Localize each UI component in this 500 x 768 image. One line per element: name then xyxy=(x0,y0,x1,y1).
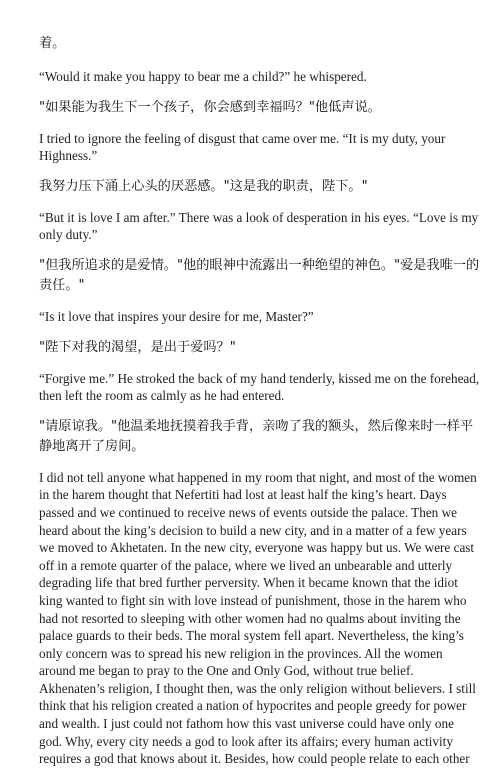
english-paragraph xyxy=(39,308,464,326)
text-line: 责任。" xyxy=(39,277,85,293)
english-paragraph xyxy=(39,370,480,405)
text-line: "但我所追求的是爱情。"他的眼神中流露出一种绝望的神色。"爱是我唯一的 xyxy=(39,257,480,273)
text-line: god. Why, every city needs a god to look after its affairs; every human activity xyxy=(39,733,453,749)
text-line: I tried to ignore the feeling of disgust that came over me. “It is my duty, your xyxy=(39,130,446,146)
chinese-paragraph xyxy=(39,256,480,296)
text-line: “Forgive me.” He stroked the back of my hand tenderly, kissed me on the forehead, xyxy=(39,370,480,386)
text-line: king wanted to fight sin with love instead of punishment, those in the harem who xyxy=(39,592,467,608)
text-line: Highness.” xyxy=(39,148,98,164)
text-line: Akhenaten’s religion, I thought then, was the only religion without believers. I still xyxy=(39,680,476,696)
text-line: 静地离开了房间。 xyxy=(39,438,145,454)
text-line: "陛下对我的渴望，是出于爱吗？" xyxy=(39,339,236,355)
text-line: "如果能为我生下一个孩子，你会感到幸福吗？"他低声说。 xyxy=(39,99,381,115)
text-line: palace guards to their beds. The moral system fell apart. Nevertheless, the king’s xyxy=(39,628,464,644)
english-paragraph xyxy=(39,209,479,244)
text-line: “But it is love I am after.” There was a look of desperation in his eyes. “Love is my xyxy=(39,209,479,225)
chinese-paragraph xyxy=(39,177,464,197)
text-line: only duty.” xyxy=(39,227,98,243)
english-paragraph xyxy=(39,469,477,768)
text-line: only concern was to spread his new religion in the provinces. All the women xyxy=(39,645,443,661)
english-paragraph xyxy=(39,68,464,86)
text-line: “Is it love that inspires your desire for me, Master?” xyxy=(39,308,314,324)
chinese-paragraph xyxy=(39,417,474,457)
text-line: 我努力压下涌上心头的厌恶感。"这是我的职责，陛下。" xyxy=(39,178,368,194)
text-line: I did not tell anyone what happened in my room that night, and most of the women xyxy=(39,469,477,485)
document-body xyxy=(39,34,480,768)
text-line: “Would it make you happy to bear me a child?” he whispered. xyxy=(39,69,367,84)
text-line: we moved to Akhetaten. In the new city, everyone was happy but us. We were cast xyxy=(39,540,475,556)
text-line: "请原谅我。"他温柔地抚摸着我手背，亲吻了我的额头，然后像来时一样平 xyxy=(39,418,474,434)
text-line: in the harem thought that Nefertiti had lost at least half the king’s heart. Days xyxy=(39,487,447,503)
text-line: requires a god that knows about it. Besides, how could people relate to each other xyxy=(39,751,470,767)
text-line: think that his religion created a nation of hypocrites and people greedy for power xyxy=(39,698,467,714)
text-line: heard about the king’s decision to build a new city, and in a matter of a few years xyxy=(39,522,467,538)
english-paragraph xyxy=(39,130,464,165)
text-line: off in a remote quarter of the palace, where we lived an unbearable and utterly xyxy=(39,557,453,573)
text-line: then left the room as calmly as he had entered. xyxy=(39,388,285,404)
text-line: 着。 xyxy=(39,36,66,51)
text-line: around me began to pray to the One and Only God, without true belief. xyxy=(39,663,414,679)
chinese-paragraph xyxy=(39,338,464,358)
text-line: had not resorted to sleeping with other women had no qualms about inviting the xyxy=(39,610,461,626)
text-line: degrading life that bred further perversity. When it became known that the idiot xyxy=(39,575,458,591)
text-line: passed and we continued to receive news of events outside the palace. Then we xyxy=(39,504,457,520)
chinese-paragraph xyxy=(39,98,464,118)
chinese-paragraph xyxy=(39,34,464,54)
text-line: and wealth. I just could not fathom how this vast universe could have only one xyxy=(39,716,454,732)
